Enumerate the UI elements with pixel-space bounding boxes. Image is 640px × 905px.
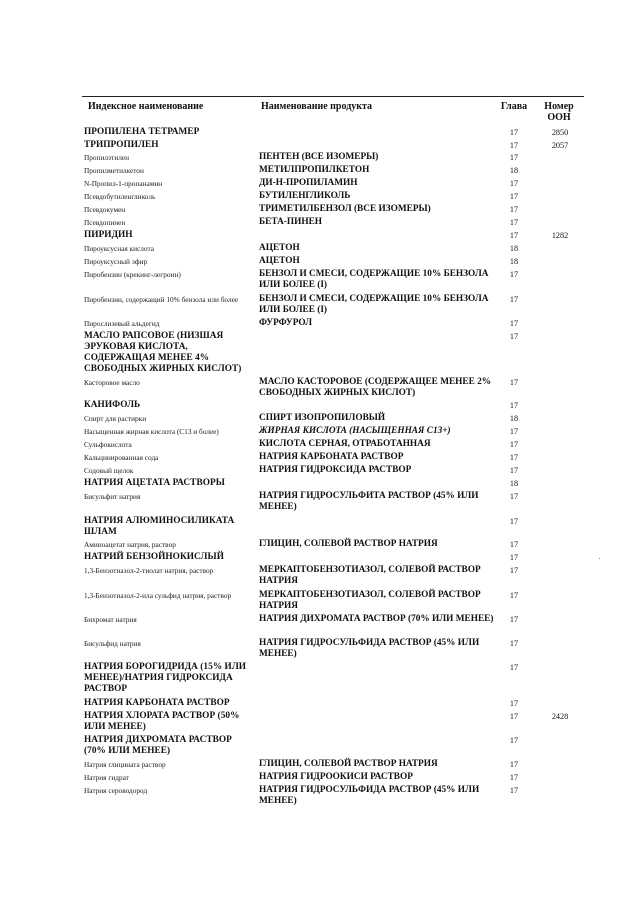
header-index-name: Индексное наименование xyxy=(88,101,204,112)
product-name-cell: НАТРИЯ ГИДРОКСИДА РАСТВОР xyxy=(259,465,412,475)
product-name-cell: МАСЛО КАСТОРОВОЕ (СОДЕРЖАЩЕЕ МЕНЕЕ 2% СВОБОДНЫХ ЖИРНЫХ КИСЛОТ) xyxy=(259,377,492,398)
product-name-cell: НАТРИЯ ГИДРОСУЛЬФИДА РАСТВОР (45% ИЛИ МЕНЕЕ) xyxy=(259,638,480,659)
chapter-cell: 17 xyxy=(509,218,519,227)
chapter-cell: 17 xyxy=(509,615,519,624)
chapter-cell: 17 xyxy=(509,466,519,475)
chapter-cell: 17 xyxy=(509,786,519,795)
index-name-cell: Кальцинированная сода xyxy=(84,453,159,462)
product-name-cell: ДИ-Н-ПРОПИЛАМИН xyxy=(259,178,358,188)
header-chapter: Глава xyxy=(500,101,528,112)
index-name-cell: Пирослизевый альдегид xyxy=(84,319,160,328)
product-name-cell: ЖИРНАЯ КИСЛОТА (НАСЫЩЕННАЯ C13+) xyxy=(259,426,451,436)
chapter-cell: 17 xyxy=(509,453,519,462)
product-name-cell: БЕНЗОЛ И СМЕСИ, СОДЕРЖАЩИЕ 10% БЕНЗОЛА ИЛИ БОЛЕЕ (I) xyxy=(259,294,489,315)
chapter-cell: 17 xyxy=(509,128,519,137)
index-name-cell: Псевдокумен xyxy=(84,205,126,214)
index-name-cell: Пироуксусный эфир xyxy=(84,257,148,266)
index-name-cell: Натрия сероводород xyxy=(84,786,148,795)
index-name-cell: Бихромат натрия xyxy=(84,615,137,624)
index-name-cell: Сульфокислота xyxy=(84,440,132,449)
index-name-cell: N-Пропил-1-пропанамин xyxy=(84,179,163,188)
chapter-cell: 18 xyxy=(509,257,519,266)
chapter-cell: 17 xyxy=(509,231,519,240)
index-name-cell: 1,3-Бензотиазол-2-ила сульфид натрия, раствор xyxy=(84,591,232,600)
product-name-cell: ТРИМЕТИЛБЕНЗОЛ (ВСЕ ИЗОМЕРЫ) xyxy=(259,204,431,214)
chapter-cell: 17 xyxy=(509,153,519,162)
product-name-cell: АЦЕТОН xyxy=(259,243,300,253)
product-name-cell: МЕТИЛПРОПИЛКЕТОН xyxy=(259,165,370,175)
product-name-cell: БЕТА-ПИНЕН xyxy=(259,217,323,227)
un-number-cell: 2428 xyxy=(551,712,569,721)
chapter-cell: 17 xyxy=(509,492,519,501)
index-name-cell: Псевдобутиленгликоль xyxy=(84,192,156,201)
un-number-cell: 1282 xyxy=(551,231,569,240)
index-name-cell: Пропилметилкетон xyxy=(84,166,144,175)
index-name-cell: НАТРИЯ АЦЕТАТА РАСТВОРЫ xyxy=(84,478,225,488)
chapter-cell: 17 xyxy=(509,663,519,672)
index-name-cell: ТРИПРОПИЛЕН xyxy=(84,140,159,150)
index-name-cell: ПРОПИЛЕНА ТЕТРАМЕР xyxy=(84,127,200,137)
index-name-cell: Аминоацетат натрия, раствор xyxy=(84,540,176,549)
product-name-cell: ГЛИЦИН, СОЛЕВОЙ РАСТВОР НАТРИЯ xyxy=(259,539,438,549)
chapter-cell: 17 xyxy=(509,736,519,745)
header-un-number: Номер ООН xyxy=(544,101,574,123)
product-name-cell: ГЛИЦИН, СОЛЕВОЙ РАСТВОР НАТРИЯ xyxy=(259,759,438,769)
index-name-cell: КАНИФОЛЬ xyxy=(84,400,141,410)
index-name-cell: Пироуксусная кислота xyxy=(84,244,154,253)
product-name-cell: ПЕНТЕН (ВСЕ ИЗОМЕРЫ) xyxy=(259,152,379,162)
chapter-cell: 17 xyxy=(509,205,519,214)
product-name-cell: НАТРИЯ ГИДРОСУЛЬФИТА РАСТВОР (45% ИЛИ МЕНЕЕ) xyxy=(259,491,479,512)
chapter-cell: 18 xyxy=(509,166,519,175)
product-name-cell: НАТРИЯ КАРБОНАТА РАСТВОР xyxy=(259,452,404,462)
chapter-cell: 17 xyxy=(509,295,519,304)
chapter-cell: 17 xyxy=(509,699,519,708)
chapter-cell: 17 xyxy=(509,427,519,436)
chapter-cell: 17 xyxy=(509,517,519,526)
product-name-cell: ФУРФУРОЛ xyxy=(259,318,313,328)
index-name-cell: Пиробензин, содержащий 10% бензола или более xyxy=(84,295,239,304)
index-name-cell: Бисульфид натрия xyxy=(84,639,141,648)
product-name-cell: КИСЛОТА СЕРНАЯ, ОТРАБОТАННАЯ xyxy=(259,439,431,449)
product-name-cell: НАТРИЯ ГИДРООКИСИ РАСТВОР xyxy=(259,772,413,782)
index-name-cell: Насыщенная жирная кислота (C13 и более) xyxy=(84,427,219,436)
chapter-cell: 18 xyxy=(509,414,519,423)
chapter-cell: 17 xyxy=(509,712,519,721)
header-product-name: Наименование продукта xyxy=(261,101,373,112)
product-name-cell: АЦЕТОН xyxy=(259,256,300,266)
index-name-cell: Бисульфит натрия xyxy=(84,492,141,501)
chapter-cell: 17 xyxy=(509,566,519,575)
chapter-cell: 18 xyxy=(509,244,519,253)
scan-speck xyxy=(599,558,600,559)
index-name-cell: НАТРИЯ КАРБОНАТА РАСТВОР xyxy=(84,698,230,708)
index-name-cell: 1,3-Бензотиазол-2-тиолат натрия, раствор xyxy=(84,566,214,575)
product-name-cell: МЕРКАПТОБЕНЗОТИАЗОЛ, СОЛЕВОЙ РАСТВОР НАТРИЯ xyxy=(259,590,481,611)
product-name-cell: СПИРТ ИЗОПРОПИЛОВЫЙ xyxy=(259,413,386,423)
product-name-cell: НАТРИЯ ДИХРОМАТА РАСТВОР (70% ИЛИ МЕНЕЕ) xyxy=(259,614,494,624)
index-name-cell: МАСЛО РАПСОВОЕ (НИЗШАЯ ЭРУКОВАЯ КИСЛОТА, СОДЕРЖАЩАЯ МЕНЕЕ 4% СВОБОДНЫХ ЖИРНЫХ КИСЛОТ) xyxy=(84,331,242,374)
product-name-cell: МЕРКАПТОБЕНЗОТИАЗОЛ, СОЛЕВОЙ РАСТВОР НАТРИЯ xyxy=(259,565,481,586)
index-name-cell: Касторовое масло xyxy=(84,378,140,387)
index-name-cell: НАТРИЯ БОРОГИДРИДА (15% ИЛИ МЕНЕЕ)/НАТРИЯ ГИДРОКСИДА РАСТВОР xyxy=(84,662,247,694)
header-rule xyxy=(82,96,584,97)
un-number-cell: 2057 xyxy=(551,141,569,150)
chapter-cell: 17 xyxy=(509,270,519,279)
chapter-cell: 17 xyxy=(509,440,519,449)
chapter-cell: 17 xyxy=(509,378,519,387)
index-name-cell: Пиробензин (крекинг-легроин) xyxy=(84,270,181,279)
index-name-cell: Натрия глицината раствор xyxy=(84,760,166,769)
chapter-cell: 17 xyxy=(509,332,519,341)
product-name-cell: НАТРИЯ ГИДРОСУЛЬФИДА РАСТВОР (45% ИЛИ МЕНЕЕ) xyxy=(259,785,480,806)
index-name-cell: ПИРИДИН xyxy=(84,230,133,240)
chapter-cell: 17 xyxy=(509,319,519,328)
product-name-cell: БЕНЗОЛ И СМЕСИ, СОДЕРЖАЩИЕ 10% БЕНЗОЛА ИЛИ БОЛЕЕ (I) xyxy=(259,269,489,290)
chapter-cell: 17 xyxy=(509,553,519,562)
index-name-cell: НАТРИЯ АЛЮМИНОСИЛИКАТА ШЛАМ xyxy=(84,516,235,537)
chapter-cell: 17 xyxy=(509,141,519,150)
index-name-cell: НАТРИЯ ДИХРОМАТА РАСТВОР (70% ИЛИ МЕНЕЕ) xyxy=(84,735,232,756)
chapter-cell: 17 xyxy=(509,591,519,600)
index-name-cell: НАТРИЙ БЕНЗОЙНОКИСЛЫЙ xyxy=(84,552,224,562)
product-name-cell: БУТИЛЕНГЛИКОЛЬ xyxy=(259,191,351,201)
index-name-cell: Спирт для растирки xyxy=(84,414,147,423)
index-name-cell: Псевдопинен xyxy=(84,218,126,227)
chapter-cell: 17 xyxy=(509,179,519,188)
index-name-cell: Содовый щелок xyxy=(84,466,134,475)
chapter-cell: 17 xyxy=(509,540,519,549)
index-name-cell: Натрия гидрат xyxy=(84,773,129,782)
chapter-cell: 17 xyxy=(509,639,519,648)
chapter-cell: 17 xyxy=(509,760,519,769)
chapter-cell: 18 xyxy=(509,479,519,488)
chapter-cell: 17 xyxy=(509,773,519,782)
chapter-cell: 17 xyxy=(509,192,519,201)
index-name-cell: НАТРИЯ ХЛОРАТА РАСТВОР (50% ИЛИ МЕНЕЕ) xyxy=(84,711,240,732)
chapter-cell: 17 xyxy=(509,401,519,410)
index-name-cell: Пропилэтилен xyxy=(84,153,130,162)
un-number-cell: 2850 xyxy=(551,128,569,137)
